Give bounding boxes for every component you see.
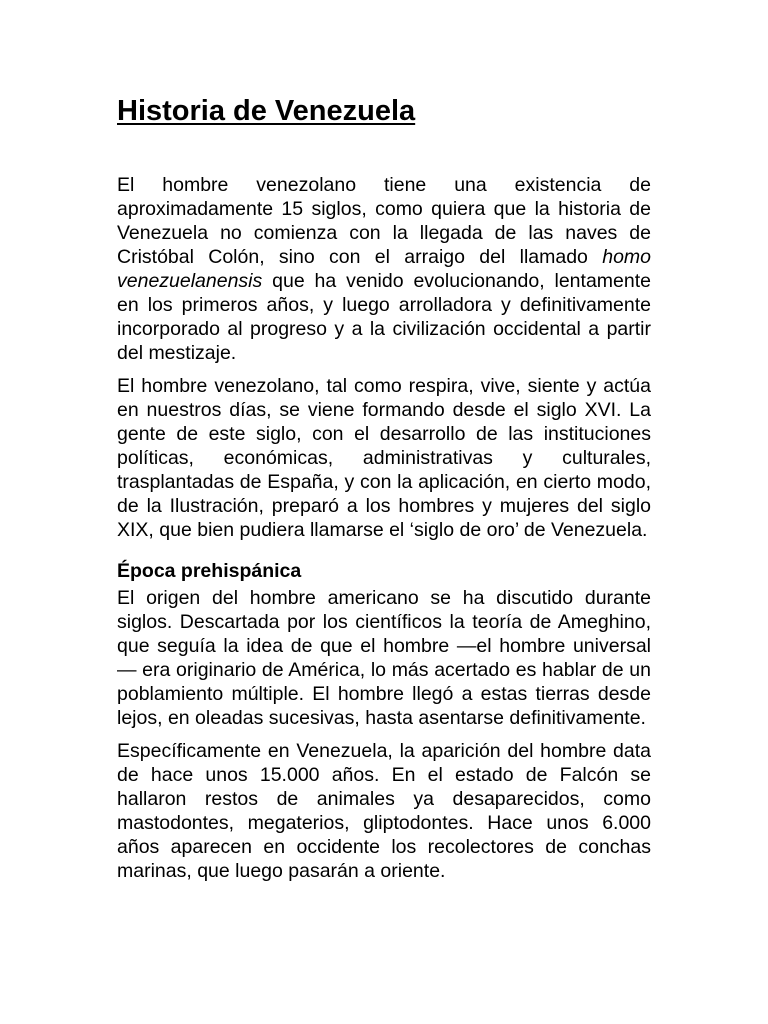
section-paragraph-1: El origen del hombre americano se ha discutido durante siglos. Descartada por los científicos la teoría de Ameghino, que seguía la idea de que el hombre —el hombre universal — era originario de América, lo más acertado es hablar de un poblamiento múltiple. El hombre llegó a estas tierras desde lejos, en oleadas sucesivas, hasta asentarse definitivamente. — [117, 587, 651, 729]
intro-paragraph-1-continuation: que ha venido evolucionando, lentamente en los primeros años, y luego arrolladora y definitivamente incorporado al progreso y a la civilización occidental a partir del mestizaje. — [117, 270, 651, 364]
page-title: Historia de Venezuela — [117, 95, 416, 127]
intro-paragraph-2: El hombre venezolano, tal como respira, vive, siente y actúa en nuestros días, se viene formando desde el siglo XVI. La gente de este siglo, con el desarrollo de las instituciones políticas, económicas, administrativas y culturales, trasplantadas de España, y con la aplicación, en cierto modo, de la Ilustración, preparó a los hombres y mujeres del siglo XIX, que bien pudiera llamarse el ‘siglo de oro’ de Venezuela. — [117, 375, 651, 541]
species-name-italic: homo venezuelanensis — [117, 246, 651, 292]
section-paragraph-2: Específicamente en Venezuela, la aparición del hombre data de hace unos 15.000 años. En el estado de Falcón se hallaron restos de animales ya desaparecidos, como mastodontes, megaterios, gliptodontes. Hace unos 6.000 años aparecen en occidente los recolectores de conchas marinas, que luego pasarán a oriente. — [117, 740, 651, 882]
section-heading: Época prehispánica — [117, 560, 302, 582]
document-page — [117, 92, 651, 892]
intro-paragraph-1 — [117, 173, 651, 365]
intro-paragraph-1-text: El hombre venezolano tiene una existencia de aproximadamente 15 siglos, como quiera que la historia de Venezuela no comienza con la llegada de las naves de Cristóbal Colón, sino con el arraigo del llamado — [117, 174, 651, 268]
